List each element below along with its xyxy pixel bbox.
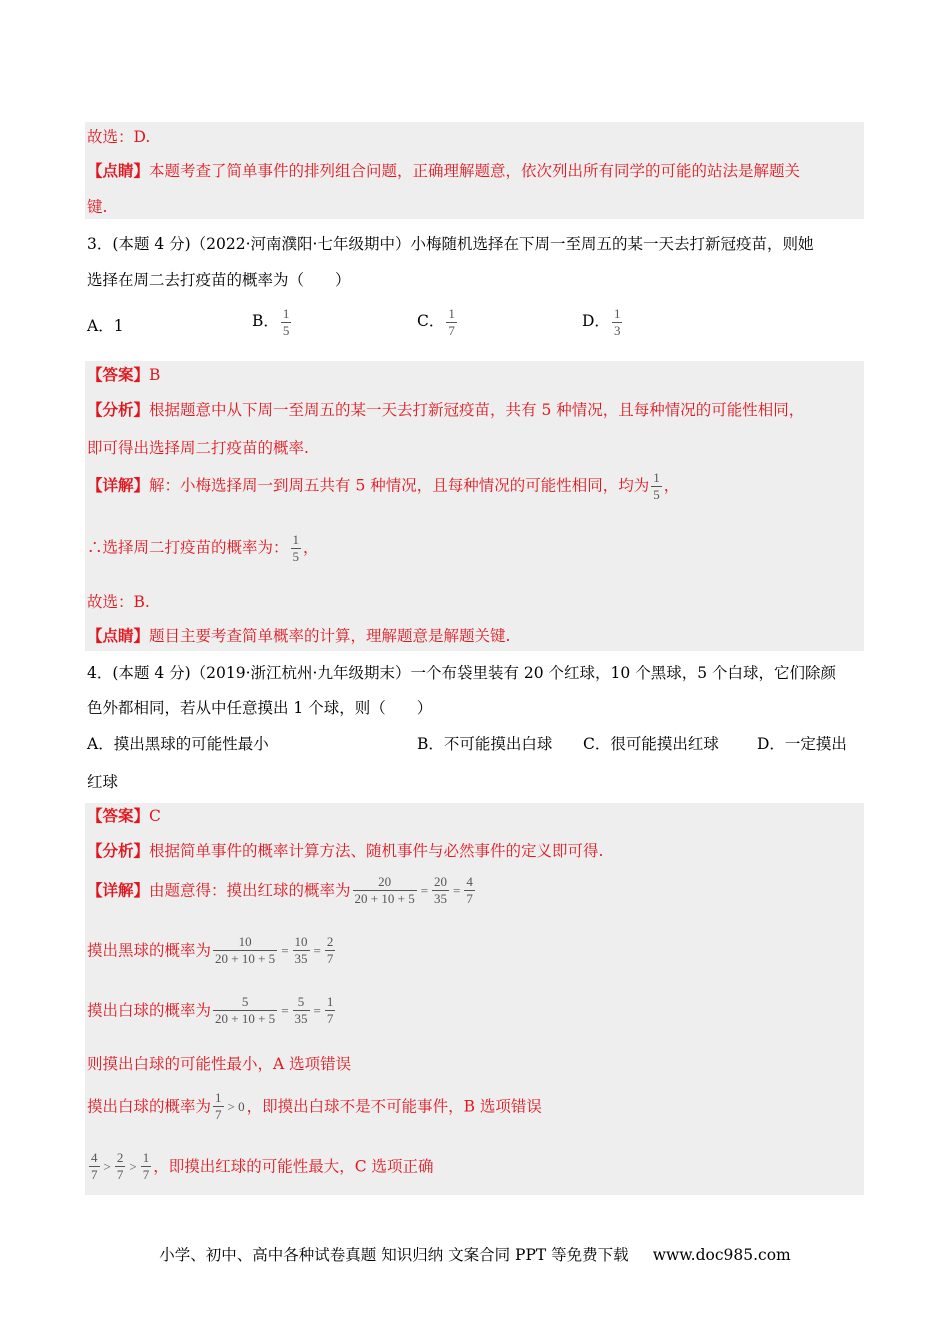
fraction: $\frac{2}{7}$	[326, 934, 334, 966]
fraction: $\frac{1}{3}$	[613, 306, 621, 338]
q3-options	[87, 306, 647, 346]
q4-option-a: A．摸出黑球的可能性最小	[87, 735, 269, 753]
fraction: $\frac{1}{5}$	[292, 532, 300, 564]
comment-text: 本题考查了简单事件的排列组合问题，正确理解题意，依次列出所有同学的可能的站法是解题关	[149, 162, 801, 180]
q4-line-c: $\frac{4}{7}$ > $\frac{2}{7}$ > $\frac{1}{7}$ ，即摸出红球的可能性最大，C 选项正确	[91, 1150, 434, 1182]
q4-options	[87, 733, 862, 755]
q4-option-d: D．一定摸出	[757, 735, 847, 753]
q3-answer: 【答案】B	[87, 365, 161, 384]
fraction: $\frac{5}{35}$	[294, 994, 308, 1026]
q3-option-d: D． $\frac{1}{3}$	[582, 306, 621, 338]
page-footer	[0, 1244, 950, 1266]
fraction: $\frac{2}{7}$	[116, 1150, 124, 1182]
comment-tag: 【点睛】	[87, 161, 150, 180]
fraction: $\frac{1}{7}$	[448, 306, 455, 338]
fraction: $\frac{4}{7}$	[466, 874, 473, 906]
q4-detail-black: 摸出黑球的概率为 $\frac{10}{20 + 10 + 5}$ = $\frac{10}{35}$ = $\frac{2}{7}$	[87, 934, 334, 966]
footer-text: 小学、初中、高中各种试卷真题 知识归纳 文案合同 PPT 等免费下载	[159, 1246, 629, 1264]
q4-line-b: 摸出白球的概率为 $\frac{1}{7}$ > 0 ，即摸出白球不是不可能事件，B 选项错误	[87, 1090, 542, 1122]
q3-stem-line2: 选择在周二去打疫苗的概率为（ ）	[87, 271, 351, 289]
fraction: $\frac{4}{7}$	[91, 1150, 98, 1182]
q3-analysis-cont: 即可得出选择周二打疫苗的概率.	[87, 439, 309, 457]
q4-detail-red: 【详解】由题意得：摸出红球的概率为 $\frac{20}{20 + 10 + 5}$ = $\frac{20}{35}$ = $\frac{4}{7}$	[87, 874, 473, 906]
fraction: $\frac{1}{7}$	[142, 1150, 150, 1182]
q4-option-d-cont: 红球	[87, 773, 119, 791]
fraction: $\frac{1}{7}$	[215, 1090, 222, 1122]
fraction: $\frac{5}{20 + 10 + 5}$	[215, 994, 276, 1026]
q4-detail-white: 摸出白球的概率为 $\frac{5}{20 + 10 + 5}$ = $\frac{5}{35}$ = $\frac{1}{7}$	[87, 994, 334, 1026]
q4-option-b: B．不可能摸出白球	[417, 735, 553, 753]
q3-detail-line2: ∴选择周二打疫苗的概率为： $\frac{1}{5}$ ，	[87, 532, 319, 564]
q2-comment-cont: 键.	[87, 198, 108, 216]
q4-line-a: 则摸出白球的可能性最小，A 选项错误	[87, 1055, 352, 1073]
q4-analysis: 【分析】根据简单事件的概率计算方法、随机事件与必然事件的定义即可得.	[87, 841, 604, 860]
q3-option-b: B． $\frac{1}{5}$	[252, 306, 290, 338]
fraction: $\frac{20}{20 + 10 + 5}$	[354, 874, 415, 906]
footer-link[interactable]: www.doc985.com	[652, 1246, 791, 1264]
q3-detail: 【详解】解：小梅选择周一到周五共有 5 种情况，且每种情况的可能性相同，均为 $\frac{1}{5}$ ，	[87, 470, 680, 502]
q3-analysis: 【分析】根据题意中从下周一至周五的某一天去打新冠疫苗，共有 5 种情况，且每种情况的可能性相同，	[87, 400, 805, 419]
fraction: $\frac{10}{20 + 10 + 5}$	[215, 934, 276, 966]
q3-option-c: C． $\frac{1}{7}$	[417, 306, 455, 338]
q3-option-a: A．1	[87, 317, 124, 335]
q2-conclusion: 故选：D.	[87, 128, 151, 146]
q4-stem-line1: 4．(本题 4 分)（2019·浙江杭州·九年级期末）一个布袋里装有 20 个红球，10 个黑球，5 个白球，它们除颜	[87, 664, 836, 682]
fraction: $\frac{10}{35}$	[294, 934, 308, 966]
q3-stem-line1: 3．(本题 4 分)（2022·河南濮阳·七年级期中）小梅随机选择在下周一至周五的某一天去打新冠疫苗，则她	[87, 235, 814, 253]
q2-comment	[87, 160, 800, 182]
q3-conclusion: 故选：B.	[87, 593, 150, 611]
q4-answer: 【答案】C	[87, 806, 161, 825]
q4-stem-line2: 色外都相同，若从中任意摸出 1 个球，则（ ）	[87, 699, 433, 717]
q3-comment: 【点睛】题目主要考查简单概率的计算，理解题意是解题关键.	[87, 626, 511, 645]
fraction: $\frac{1}{7}$	[326, 994, 334, 1026]
fraction: $\frac{20}{35}$	[434, 874, 448, 906]
fraction: $\frac{1}{5}$	[653, 470, 660, 502]
q4-option-c: C．很可能摸出红球	[583, 735, 719, 753]
fraction: $\frac{1}{5}$	[282, 306, 290, 338]
